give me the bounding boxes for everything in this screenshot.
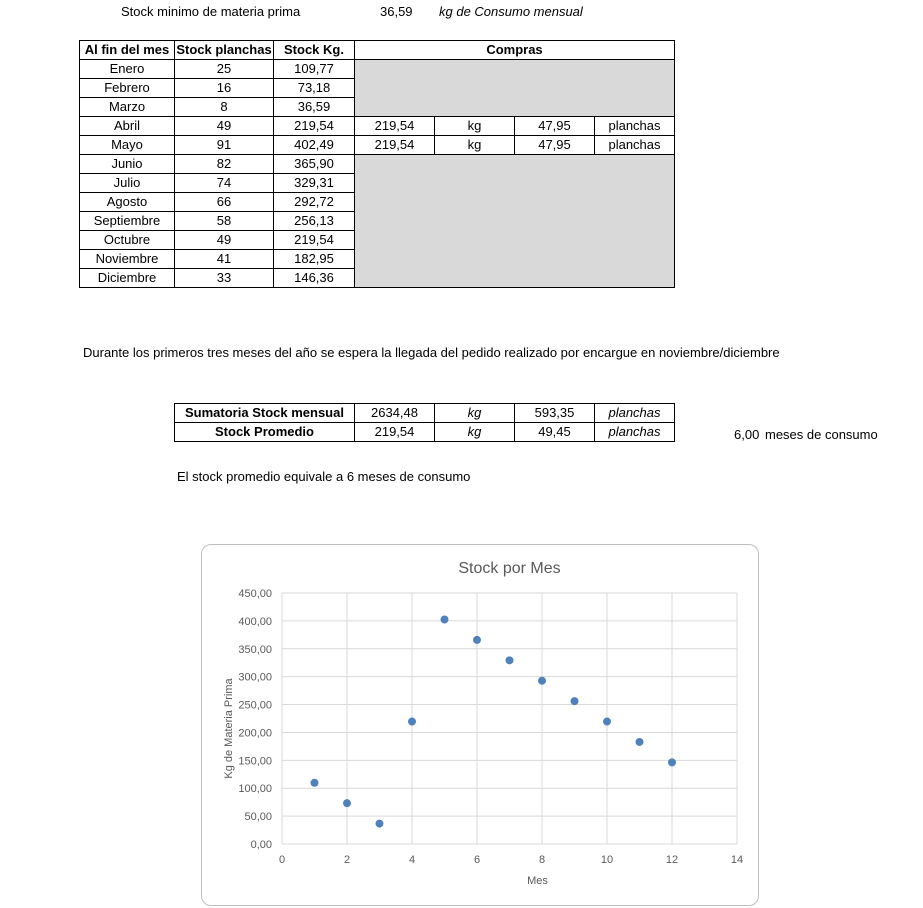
min-stock-value: 36,59 (380, 4, 413, 19)
summary-kg: 219,54 (355, 423, 435, 442)
kg-cell: 182,95 (274, 250, 355, 269)
planchas-cell: 66 (175, 193, 274, 212)
summary-kg: 2634,48 (355, 404, 435, 423)
x-tick-label: 8 (538, 854, 546, 866)
compras-empty-cell (355, 250, 675, 269)
compra-kg-cell: 219,54 (355, 136, 435, 155)
y-tick-label: 100,00 (238, 783, 272, 796)
data-point (538, 677, 546, 685)
x-tick-label: 6 (473, 854, 481, 866)
month-cell: Febrero (80, 79, 175, 98)
compras-empty-cell (355, 79, 675, 98)
table-row (80, 250, 675, 269)
month-cell: Enero (80, 60, 175, 79)
table-row (80, 212, 675, 231)
compra-planchas-unit-cell: planchas (595, 136, 675, 155)
kg-cell: 219,54 (274, 117, 355, 136)
header-month: Al fin del mes (80, 41, 175, 60)
summary-label: Sumatoria Stock mensual (175, 404, 355, 423)
header-kg: Stock Kg. (274, 41, 355, 60)
kg-cell: 292,72 (274, 193, 355, 212)
summary-table (174, 403, 675, 442)
chart-title: Stock por Mes (458, 560, 561, 577)
data-point (376, 820, 384, 828)
month-cell: Marzo (80, 98, 175, 117)
note-pedido: Durante los primeros tres meses del año se espera la llegada del pedido realizado por encargue en noviembre/diciembre (83, 345, 780, 360)
planchas-cell: 8 (175, 98, 274, 117)
compra-planchas-cell: 47,95 (515, 136, 595, 155)
planchas-cell: 16 (175, 79, 274, 98)
header-planchas: Stock planchas (175, 41, 274, 60)
compras-empty-cell (355, 60, 675, 79)
data-point (636, 738, 644, 746)
planchas-cell: 41 (175, 250, 274, 269)
x-tick-label: 0 (278, 854, 286, 866)
kg-cell: 146,36 (274, 269, 355, 288)
months-consumption-value: 6,00 (734, 427, 760, 442)
compras-empty-cell (355, 98, 675, 117)
data-point (311, 779, 319, 787)
kg-cell: 365,90 (274, 155, 355, 174)
y-tick-label: 250,00 (238, 699, 272, 712)
planchas-cell: 25 (175, 60, 274, 79)
x-tick-label: 14 (730, 854, 744, 866)
table-row (80, 136, 675, 155)
kg-cell: 73,18 (274, 79, 355, 98)
table-row (80, 117, 675, 136)
kg-cell: 36,59 (274, 98, 355, 117)
compra-planchas-unit-cell: planchas (595, 117, 675, 136)
summary-planchas: 49,45 (515, 423, 595, 442)
y-tick-label: 150,00 (238, 755, 272, 768)
summary-planchas-unit: planchas (595, 423, 675, 442)
data-point (441, 616, 449, 624)
compras-empty-cell (355, 155, 675, 174)
table-row (80, 60, 675, 79)
kg-cell: 329,31 (274, 174, 355, 193)
table-row (80, 269, 675, 288)
y-tick-label: 350,00 (238, 643, 272, 656)
data-point (408, 718, 416, 726)
compra-kg-unit-cell: kg (435, 117, 515, 136)
monthly-stock-table (79, 40, 675, 288)
y-tick-label: 300,00 (238, 671, 272, 684)
month-cell: Junio (80, 155, 175, 174)
y-tick-label: 50,00 (244, 811, 272, 824)
summary-planchas: 593,35 (515, 404, 595, 423)
month-cell: Julio (80, 174, 175, 193)
compra-kg-cell: 219,54 (355, 117, 435, 136)
planchas-cell: 49 (175, 231, 274, 250)
y-tick-label: 450,00 (238, 588, 272, 600)
planchas-cell: 91 (175, 136, 274, 155)
x-axis-label: Mes (527, 875, 548, 887)
x-tick-label: 4 (408, 854, 416, 866)
table-row (80, 231, 675, 250)
planchas-cell: 74 (175, 174, 274, 193)
stock-scatter-chart (202, 545, 758, 905)
kg-cell: 402,49 (274, 136, 355, 155)
stock-chart-container (201, 544, 759, 906)
min-stock-unit: kg de Consumo mensual (439, 4, 583, 19)
summary-row-avg (175, 423, 675, 442)
summary-planchas-unit: planchas (595, 404, 675, 423)
planchas-cell: 58 (175, 212, 274, 231)
data-point (506, 656, 514, 664)
compras-empty-cell (355, 269, 675, 288)
month-cell: Abril (80, 117, 175, 136)
data-point (571, 697, 579, 705)
table-row (80, 174, 675, 193)
kg-cell: 219,54 (274, 231, 355, 250)
table-row (80, 79, 675, 98)
y-tick-label: 400,00 (238, 615, 272, 628)
month-cell: Noviembre (80, 250, 175, 269)
x-tick-label: 2 (343, 854, 351, 866)
note-average: El stock promedio equivale a 6 meses de consumo (177, 469, 471, 484)
months-consumption-label: meses de consumo (765, 427, 878, 442)
table-header-row (80, 41, 675, 60)
summary-kg-unit: kg (435, 404, 515, 423)
summary-row-sum (175, 404, 675, 423)
compras-empty-cell (355, 174, 675, 193)
planchas-cell: 33 (175, 269, 274, 288)
month-cell: Mayo (80, 136, 175, 155)
data-point (668, 758, 676, 766)
x-tick-label: 12 (665, 854, 679, 866)
month-cell: Agosto (80, 193, 175, 212)
x-tick-label: 10 (600, 854, 614, 866)
compras-empty-cell (355, 231, 675, 250)
data-point (473, 636, 481, 644)
y-tick-label: 0,00 (250, 839, 272, 851)
month-cell: Diciembre (80, 269, 175, 288)
month-cell: Septiembre (80, 212, 175, 231)
compras-empty-cell (355, 212, 675, 231)
compras-empty-cell (355, 193, 675, 212)
data-point (603, 718, 611, 726)
y-axis-label: Kg de Materia Prima (223, 678, 235, 779)
table-row (80, 98, 675, 117)
kg-cell: 109,77 (274, 60, 355, 79)
data-point (343, 799, 351, 807)
y-tick-label: 200,00 (238, 727, 272, 740)
planchas-cell: 49 (175, 117, 274, 136)
summary-label: Stock Promedio (175, 423, 355, 442)
header-compras: Compras (355, 41, 675, 60)
compra-planchas-cell: 47,95 (515, 117, 595, 136)
planchas-cell: 82 (175, 155, 274, 174)
summary-kg-unit: kg (435, 423, 515, 442)
kg-cell: 256,13 (274, 212, 355, 231)
table-row (80, 193, 675, 212)
compra-kg-unit-cell: kg (435, 136, 515, 155)
min-stock-label: Stock minimo de materia prima (121, 4, 301, 19)
month-cell: Octubre (80, 231, 175, 250)
table-row (80, 155, 675, 174)
